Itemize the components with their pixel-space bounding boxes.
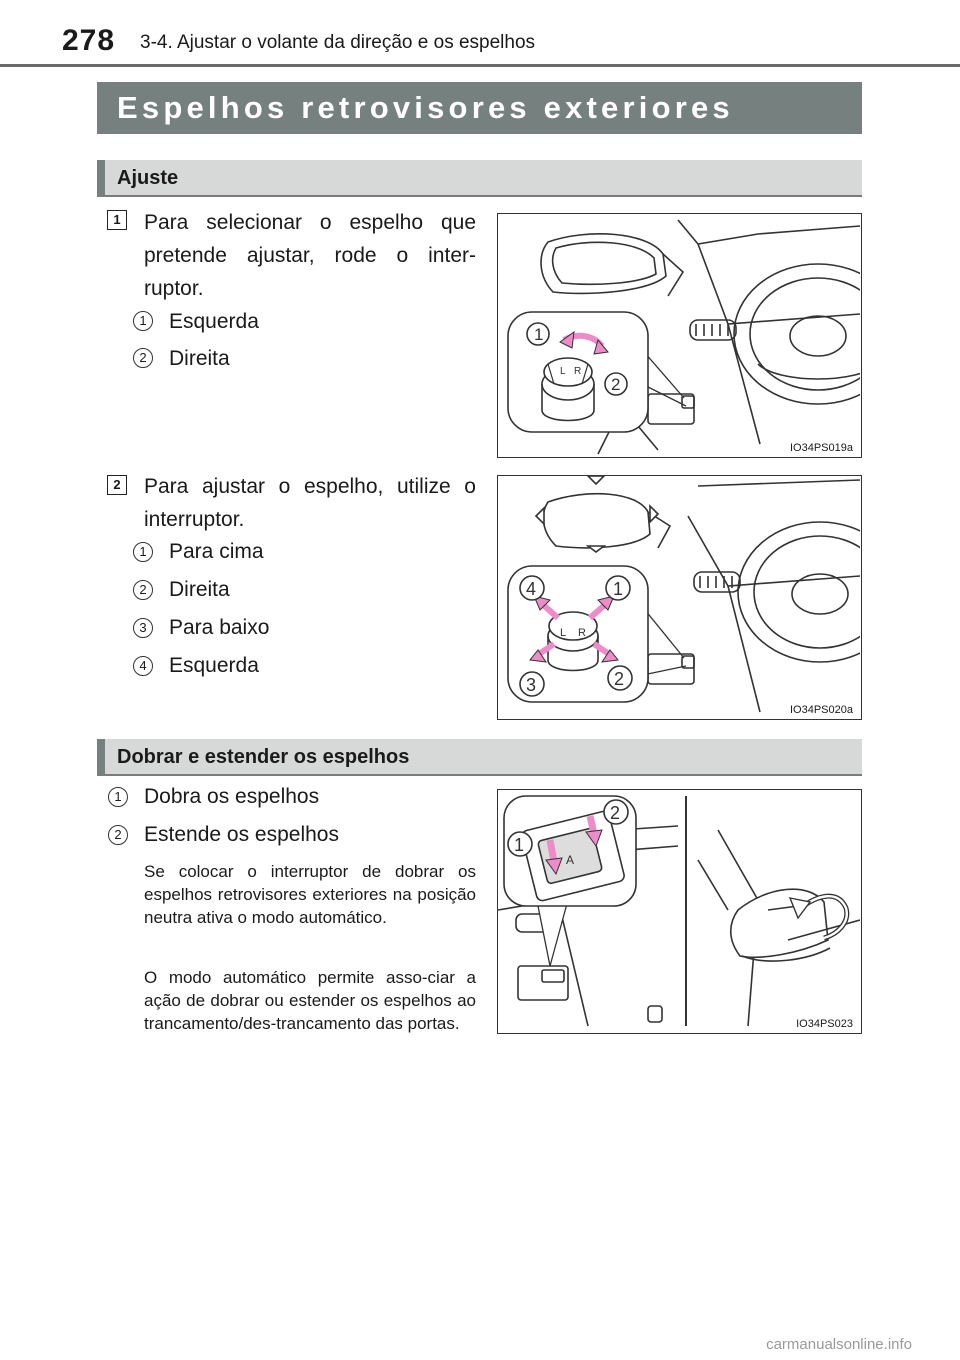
item-number: 1 [133, 311, 153, 331]
step-2-text: Para ajustar o espelho, utilize o interruptor. [144, 475, 476, 531]
item-label-left: Esquerda [169, 310, 259, 333]
switch-letter: R [574, 366, 582, 377]
step-marker-2: 2 [107, 475, 127, 495]
figure-callout: 2 [611, 375, 621, 394]
figure-callout: 1 [613, 579, 624, 599]
section-heading-adjust: Ajuste [97, 160, 862, 197]
figure-code: IO34PS023 [796, 1018, 853, 1030]
item-number: 2 [133, 580, 153, 600]
item-label-up: Para cima [169, 540, 264, 563]
figure-callout: 1 [534, 325, 544, 344]
mirror-select-illustration [498, 214, 860, 456]
item-number: 3 [133, 618, 153, 638]
item-number: 1 [133, 542, 153, 562]
figure-callout: 3 [526, 675, 537, 695]
figure-code: IO34PS019a [790, 442, 853, 454]
step-1-text: Para selecionar o espelho que pretende ajustar, rode o inter-ruptor. [144, 211, 476, 300]
figure-callout: 2 [610, 803, 621, 823]
figure-callout: 4 [526, 579, 537, 599]
switch-letter: R [578, 627, 586, 639]
figure-callout: 2 [614, 669, 625, 689]
item-label-down: Para baixo [169, 616, 270, 639]
page-number: 278 [62, 24, 116, 57]
step-marker-1: 1 [107, 210, 127, 230]
item-label-left: Esquerda [169, 654, 259, 677]
item-label-right: Direita [169, 347, 230, 370]
item-label-extend: Estende os espelhos [144, 823, 339, 846]
figure-code: IO34PS020a [790, 704, 853, 716]
switch-letter: L [560, 366, 566, 377]
item-number: 1 [108, 787, 128, 807]
item-number: 2 [133, 348, 153, 368]
mirror-fold-illustration [498, 790, 860, 1032]
figure-callout: 1 [514, 835, 525, 855]
figure-mirror-fold [497, 789, 862, 1034]
page-title: Espelhos retrovisores exteriores [97, 82, 862, 134]
figure-mirror-select [497, 213, 862, 458]
note-automatic-mode: Se colocar o interruptor de dobrar os espelhos retrovisores exteriores na posição neutra ativa o modo automático. [144, 862, 476, 927]
section-title: 3-4. Ajustar o volante da direção e os espelhos [140, 32, 536, 53]
figure-mirror-adjust [497, 475, 862, 720]
item-number: 2 [108, 825, 128, 845]
item-label-right: Direita [169, 578, 230, 601]
note-lock-link: O modo automático permite asso-ciar a ação de dobrar ou estender os espelhos ao trancamento/des-trancamento das portas. [144, 968, 476, 1033]
item-number: 4 [133, 656, 153, 676]
switch-letter: A [566, 853, 575, 867]
section-heading-fold: Dobrar e estender os espelhos [97, 739, 862, 776]
header-rule [0, 64, 960, 67]
switch-letter: L [560, 627, 567, 639]
item-label-fold: Dobra os espelhos [144, 785, 320, 808]
watermark[interactable]: carmanualsonline.info [766, 1336, 912, 1353]
mirror-adjust-illustration [498, 476, 860, 718]
